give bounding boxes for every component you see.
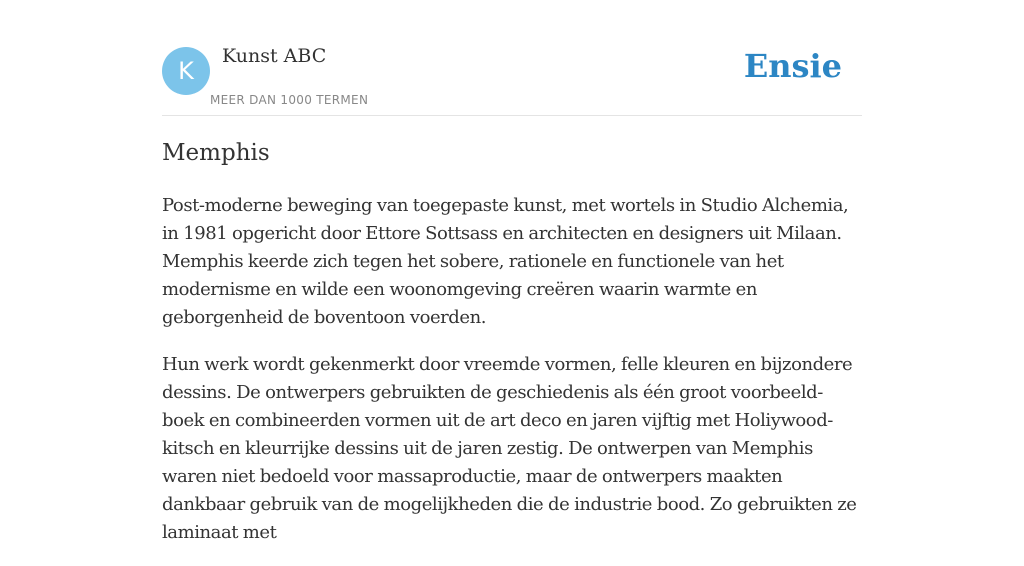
avatar[interactable]: K	[162, 47, 210, 95]
collection-header	[162, 0, 862, 116]
term-title: Memphis	[162, 140, 270, 166]
ensie-logo[interactable]: Ensie	[743, 47, 842, 85]
collection-name[interactable]: Kunst ABC	[222, 45, 327, 67]
definition-paragraph: Hun werk wordt gekenmerkt door vreemde vormen, felle kleuren en bijzondere dessins. De ontwerpers gebruikten de geschiedenis als één groot voorbeeld- boek en combineerden vormen uit de art deco en jaren vijftig met Holiywood-kitsch en kleurrijke dessins uit de jaren zestig. De ontwerpen van Memphis waren niet bedoeld voor massaproductie, maar de ontwerpers maakten dankbaar gebruik van de mogelijkheden die de industrie bood. Zo gebruikten ze laminaat met	[162, 354, 857, 543]
definition-paragraph: Post-moderne beweging van toegepaste kunst, met wortels in Studio Alchemia, in 1981 opgericht door Ettore Sottsass en architecten en designers uit Milaan. Memphis keerde zich tegen het sobere, rationele en functionele van het modernisme en wilde een woonomgeving creëren waarin warmte en geborgenheid de boventoon voerden.	[162, 195, 849, 328]
collection-term-count: MEER DAN 1000 TERMEN	[210, 93, 369, 107]
term-definition	[162, 192, 866, 566]
